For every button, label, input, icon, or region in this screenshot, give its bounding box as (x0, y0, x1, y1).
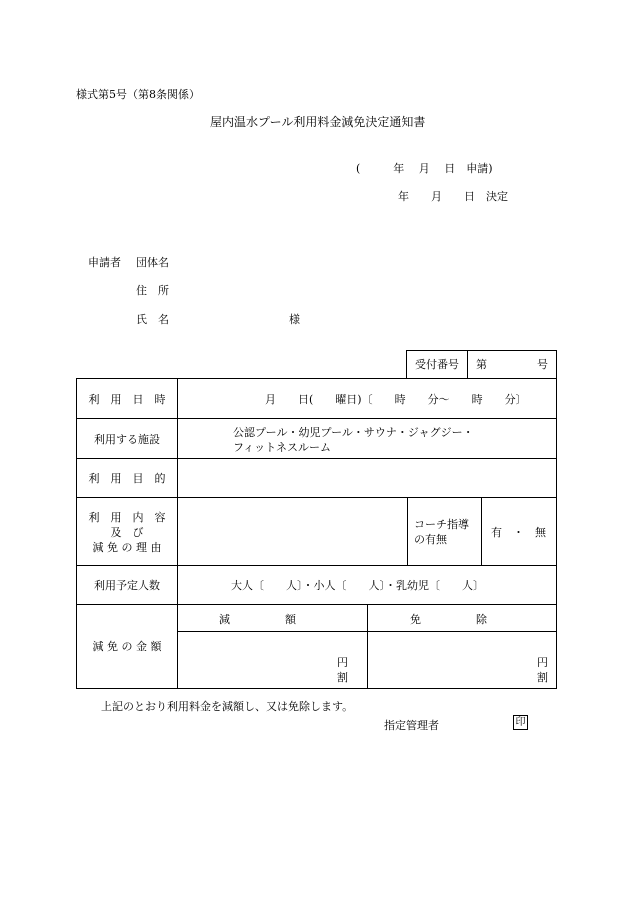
footer-statement: 上記のとおり利用料金を減額し、又は免除します。 (101, 700, 354, 713)
receipt-number-box (406, 350, 557, 379)
reduction-wari: 割 (337, 671, 348, 684)
decision-date: 年 月 日 決定 (398, 190, 508, 203)
exemption-yen: 円 (537, 656, 548, 669)
facility-options-line2: フィットネスルーム (233, 441, 332, 454)
group-name-label: 団体名 (136, 256, 169, 269)
seal-text: 印 (513, 715, 528, 730)
people-value: 大人〔 人〕・小人〔 人〕・乳幼児〔 人〕 (231, 579, 484, 592)
name-label: 氏 名 (136, 313, 169, 326)
form-number: 様式第5号（第8条関係） (76, 88, 200, 101)
reduction-yen: 円 (337, 656, 348, 669)
facility-label: 利用する施設 (94, 433, 160, 446)
honorific: 様 (289, 313, 300, 326)
address-label: 住 所 (136, 284, 169, 297)
main-table (76, 378, 557, 689)
coach-label-line1: コーチ指導 (414, 518, 469, 531)
coach-label-line2: の有無 (414, 533, 447, 546)
facility-options-line1: 公認プール・幼児プール・サウナ・ジャグジー・ (233, 426, 474, 439)
content-label-line3: 減 免 の 理 由 (92, 541, 162, 554)
content-label-line1: 利 用 内 容 (88, 511, 166, 524)
content-label-line2: 及 び (110, 526, 144, 539)
seal-mark (513, 715, 528, 730)
amount-label: 減 免 の 金 額 (92, 640, 162, 653)
applicant-label: 申請者 (88, 256, 121, 269)
document-title: 屋内温水プール利用料金減免決定通知書 (210, 115, 426, 129)
people-label: 利用予定人数 (94, 579, 160, 592)
purpose-label: 利 用 目 的 (88, 472, 166, 485)
usage-datetime-value: 月 日( 曜日)〔 時 分〜 時 分〕 (265, 393, 527, 406)
manager-label: 指定管理者 (384, 719, 439, 732)
usage-datetime-label: 利 用 日 時 (88, 393, 166, 406)
receipt-prefix: 第 (476, 358, 487, 371)
reduction-header: 減 額 (219, 613, 296, 626)
application-date: ( 年 月 日 申請) (356, 162, 493, 175)
receipt-suffix: 号 (537, 358, 548, 371)
receipt-label: 受付番号 (415, 358, 459, 371)
coach-value: 有 ・ 無 (491, 526, 546, 539)
exemption-header: 免 除 (410, 613, 487, 626)
exemption-wari: 割 (537, 671, 548, 684)
